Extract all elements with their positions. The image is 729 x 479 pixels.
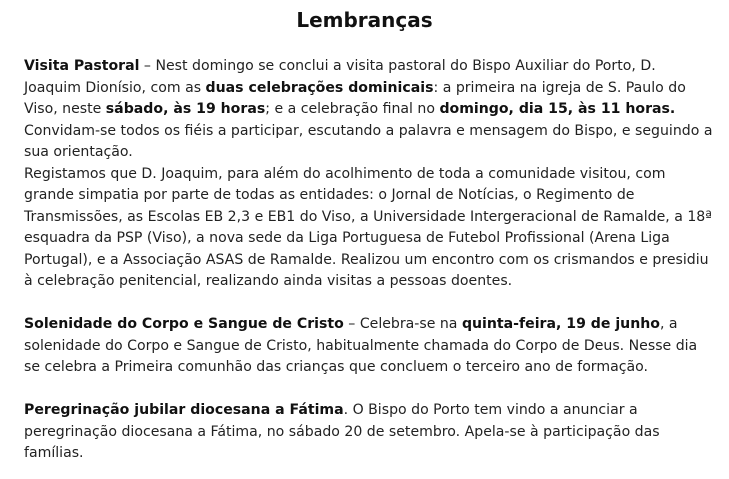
paragraph-spacer (24, 379, 714, 401)
heading-visita-pastoral: Visita Pastoral (24, 58, 140, 74)
paragraph-visita-pastoral (24, 56, 714, 164)
text-segment: – Nest domingo se conclui a visita pastoral do Bispo Auxiliar do Porto, D. Joaquim Dionísio, com as (24, 58, 656, 96)
text-segment: Convidam-se todos os fiéis a participar, escutando a palavra e mensagem do Bispo, e seguindo a sua orientação. (24, 122, 713, 160)
bold-segment: domingo, dia 15, às 11 horas. (439, 101, 676, 117)
bold-segment: quinta-feira, 19 de junho (461, 316, 660, 332)
text-segment: . O Bispo do Porto tem vindo a anunciar a peregrinação diocesana a Fátima, no sábado 20 de setembro. Apela-se à participação das famílias. (24, 402, 660, 461)
heading-corpo-de-deus: Solenidade do Corpo e Sangue de Cristo (24, 316, 344, 332)
bold-segment: sábado, às 19 horas (105, 101, 266, 117)
paragraph-registamos: Registamos que D. Joaquim, para além do acolhimento de toda a comunidade visitou, com grande simpatia por parte de todas as entidades: o Jornal de Notícias, o Regimento de Transmissões, as Escolas EB 2,3 e EB1 do Viso, a Universidade Intergeracional de Ramalde, a 18ª esquadra da PSP (Viso), a nova sede da Liga Portuguesa de Futebol Profissional (Arena Liga Portugal), e a Associação ASAS de Ramalde. Realizou um encontro com os crismandos e presidiu à celebração penitencial, realizando ainda visitas a pessoas doentes. (24, 165, 712, 289)
paragraph-peregrinacao (24, 400, 714, 465)
paragraph-spacer (24, 293, 714, 315)
document-body (24, 56, 714, 465)
text-segment: – Celebra-se na (343, 316, 462, 332)
paragraph-corpo-de-deus (24, 314, 714, 379)
page-title: Lembranças (296, 8, 433, 32)
text-segment: ; e a celebração final no (265, 101, 440, 117)
bold-segment: duas celebrações dominicais (205, 79, 434, 96)
heading-peregrinacao: Peregrinação jubilar diocesana a Fátima (24, 402, 344, 418)
text-segment: , a solenidade do Corpo e Sangue de Cristo, habitualmente chamada do Corpo de Deus. Nesse dia se celebra a Primeira comunhão das crianças que concluem o terceiro ano de formação. (24, 316, 698, 375)
text-segment: : a primeira na igreja de S. Paulo do Viso, neste (24, 79, 686, 117)
